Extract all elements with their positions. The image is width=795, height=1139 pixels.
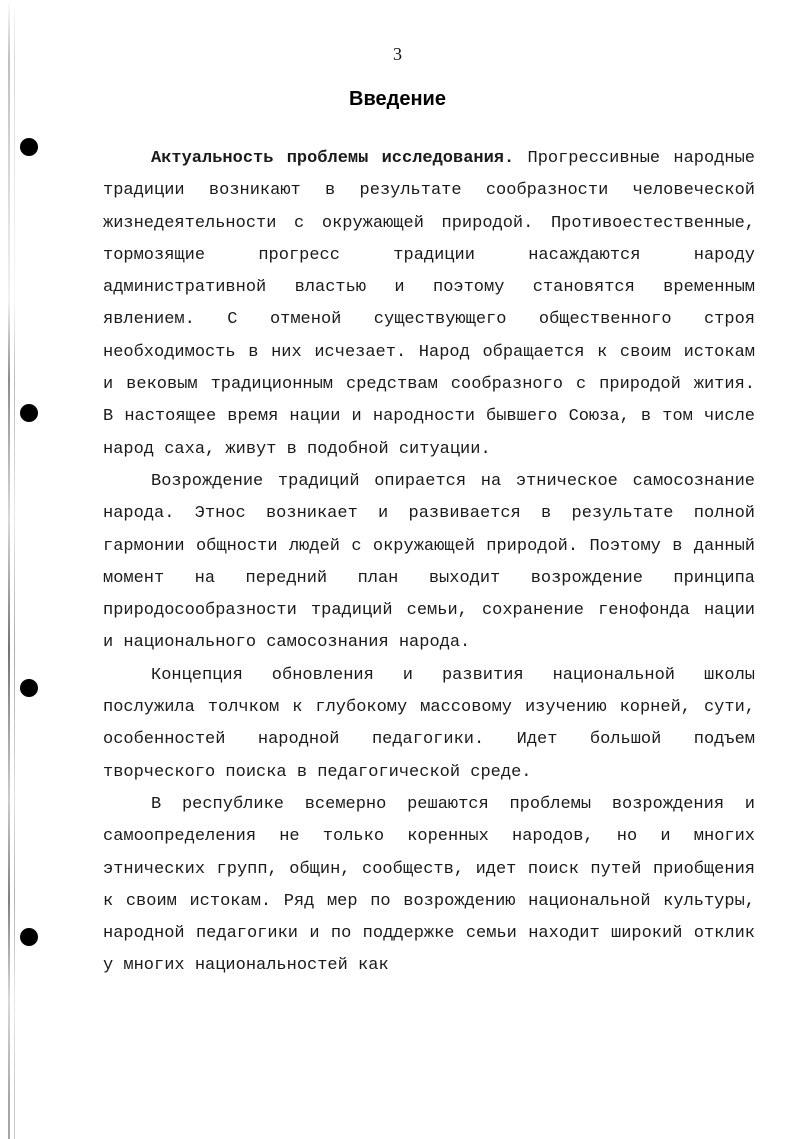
body-text xyxy=(103,143,755,983)
paragraph-text: Возрождение традиций опирается на этническое самосознание народа. Этнос возникает и развивается в результате полной гармонии общности людей с окружающей природой. Поэтому в данный момент на передний план выходит возрождение принципа природосообразности традиций семьи, сохранение генофонда нации и национального самосознания народа. xyxy=(103,471,755,653)
paragraph xyxy=(103,660,755,789)
page-number: 3 xyxy=(393,44,402,64)
paragraph-text: Прогрессивные народные традиции возникают в результате сообразности человеческой жизнедеятельности с окружающей природой. Противоестественные, тормозящие прогресс традиции насаждаются народу административной властью и поэтому становятся временным явлением. С отменой существующего общественного строя необходимость в них исчезает. Народ обращается к своим истокам и вековым традиционным средствам сообразного с природой жития. В настоящее время нации и народности бывшего Союза, в том числе народ саха, живут в подобной ситуации. xyxy=(103,149,756,459)
scan-binding-edge-secondary xyxy=(14,0,15,1139)
punch-hole-icon xyxy=(20,404,38,422)
punch-hole-icon xyxy=(20,138,38,156)
paragraph xyxy=(103,789,755,983)
paragraph xyxy=(103,143,755,466)
paragraph-text: В республике всемерно решаются проблемы возрождения и самоопределения не только коренных народов, но и многих этнических групп, общин, сообществ, идет поиск путей приобщения к своим истокам. Ряд мер по возрождению национальной культуры, народной педагогики и по поддержке семьи находит широкий отклик у многих национальностей как xyxy=(103,794,755,976)
punch-hole-icon xyxy=(20,679,38,697)
paragraph-lead-term: Актуальность проблемы исследования. xyxy=(151,149,515,168)
punch-hole-icon xyxy=(20,928,38,946)
paragraph-text: Концепция обновления и развития национальной школы послужила толчком к глубокому массовому изучению корней, сути, особенностей народной педагогики. Идет большой подъем творческого поиска в педагогической среде. xyxy=(103,665,755,782)
paragraph xyxy=(103,466,755,660)
scan-binding-edge xyxy=(8,0,10,1139)
section-heading: Введение xyxy=(349,88,446,110)
